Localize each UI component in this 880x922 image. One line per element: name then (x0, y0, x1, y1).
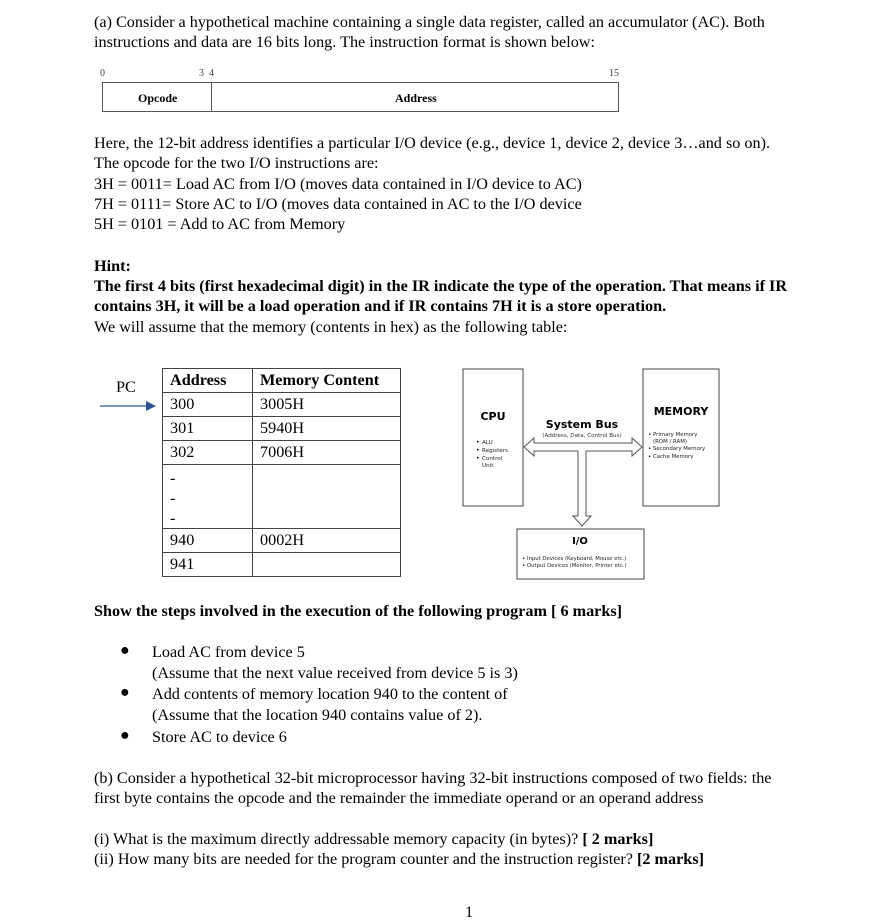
description-line1: Here, the 12-bit address identifies a particular I/O device (e.g., device 1, device 2, device 3…and so on). (94, 134, 771, 152)
opcode-line-5h: 5H = 0101 = Add to AC from Memory (94, 215, 346, 233)
system-bus-title: System Bus (545, 418, 619, 431)
table-row (163, 465, 401, 529)
hint-title: Hint: (94, 257, 131, 275)
address-cell: 302 (163, 441, 253, 465)
system-bus-arrow (524, 438, 642, 526)
memory-title: MEMORY (653, 405, 709, 418)
table-row (163, 553, 401, 577)
part-a-intro-line1: (a) Consider a hypothetical machine containing a single data register, called an accumulator (AC). Both (94, 13, 765, 31)
table-row (163, 529, 401, 553)
hint-line1: The first 4 bits (first hexadecimal digit) in the IR indicate the type of the operation. That means if IR (94, 277, 788, 295)
address-cell: 300 (163, 393, 253, 417)
io-item: Output Devices (Monitor, Printer etc.) (527, 563, 627, 569)
page-number: 1 (465, 903, 474, 921)
opcode-field-label: Opcode (138, 91, 178, 105)
memory-bullet: • (648, 454, 652, 460)
cpu-title: CPU (480, 410, 506, 423)
question-title: Show the steps involved in the execution of the following program [ 6 marks] (94, 602, 623, 620)
question-1-text: (i) What is the maximum directly addressable memory capacity (in bytes)? (94, 830, 583, 848)
system-bus-subtitle: (Address, Data, Control Bus) (542, 433, 622, 439)
address-cell: 941 (163, 553, 253, 577)
cpu-box (463, 369, 523, 506)
cpu-item: Unit (482, 463, 494, 469)
question-2-text: (ii) How many bits are needed for the program counter and the instruction register? (94, 850, 637, 868)
memory-table (162, 368, 401, 577)
address-field-label: Address (395, 91, 437, 105)
cpu-item: Control (482, 456, 503, 462)
part-b-line2: first byte contains the opcode and the remainder the immediate operand or an operand address (94, 789, 704, 807)
io-bullet: • (522, 556, 526, 562)
header-address: Address (163, 369, 253, 393)
io-item: Input Devices (Keyboard, Mouse etc.) (527, 556, 627, 562)
bullet-dot: ● (120, 684, 130, 701)
io-title: I/O (572, 536, 588, 547)
cpu-item: ALU (482, 440, 493, 446)
table-row (163, 417, 401, 441)
bullet-1-text: Load AC from device 5 (152, 643, 305, 661)
part-b-question-2 (94, 849, 704, 869)
instruction-format-box (102, 82, 619, 112)
question-2-marks: [2 marks] (637, 850, 704, 868)
bullet-3-text: Store AC to device 6 (152, 728, 287, 746)
bullet-dot: ● (120, 642, 130, 659)
bit-label-15: 15 (609, 68, 619, 79)
memory-item: Secondary Memory (653, 446, 706, 452)
part-b-question-1 (94, 829, 653, 849)
content-cell (253, 465, 401, 529)
pc-label: PC (116, 378, 136, 396)
content-cell: 5940H (253, 417, 401, 441)
system-diagram (460, 366, 725, 586)
memory-bullet: • (648, 446, 652, 452)
hint-line2: contains 3H, it will be a load operation and if IR contains 7H it is a store operation. (94, 297, 667, 315)
opcode-line-3h: 3H = 0011= Load AC from I/O (moves data contained in I/O device to AC) (94, 175, 582, 193)
table-row (163, 441, 401, 465)
cpu-bullet: • (476, 439, 480, 446)
table-header-row (163, 369, 401, 393)
memory-item: Cache Memory (653, 454, 694, 460)
address-cell: 940 (163, 529, 253, 553)
question-1-marks: [ 2 marks] (582, 830, 654, 848)
cpu-bullet: • (476, 455, 480, 462)
opcode-divider (211, 83, 212, 111)
part-a-intro-line2: instructions and data are 16 bits long. The instruction format is shown below: (94, 33, 595, 51)
pc-arrow (98, 399, 160, 413)
bullet-1-note: (Assume that the next value received from device 5 is 3) (152, 664, 518, 682)
content-cell: 3005H (253, 393, 401, 417)
opcode-line-7h: 7H = 0111= Store AC to I/O (moves data contained in AC to the I/O device (94, 195, 582, 213)
part-b-line1: (b) Consider a hypothetical 32-bit microprocessor having 32-bit instructions composed of two fields: the (94, 769, 772, 787)
io-bullet: • (522, 563, 526, 569)
table-row (163, 393, 401, 417)
memory-bullet: • (648, 432, 652, 438)
address-ellipsis-cell: - - - (163, 465, 253, 529)
bullet-2-note: (Assume that the location 940 contains value of 2). (152, 706, 483, 724)
memory-item: Primary Memory (653, 432, 698, 438)
header-memory-content: Memory Content (253, 369, 401, 393)
bullet-dot: ● (120, 727, 130, 744)
memory-item: (ROM / RAM) (653, 439, 687, 445)
hint-line3: We will assume that the memory (contents in hex) as the following table: (94, 318, 568, 336)
cpu-bullet: • (476, 447, 480, 454)
bit-label-3-4: 3 4 (199, 68, 214, 79)
bit-label-0: 0 (100, 68, 105, 79)
cpu-item: Registers (482, 448, 508, 454)
description-line2: The opcode for the two I/O instructions are: (94, 154, 379, 172)
bullet-2-text: Add contents of memory location 940 to the content of (152, 685, 508, 703)
address-cell: 301 (163, 417, 253, 441)
content-cell (253, 553, 401, 577)
content-cell: 7006H (253, 441, 401, 465)
content-cell: 0002H (253, 529, 401, 553)
